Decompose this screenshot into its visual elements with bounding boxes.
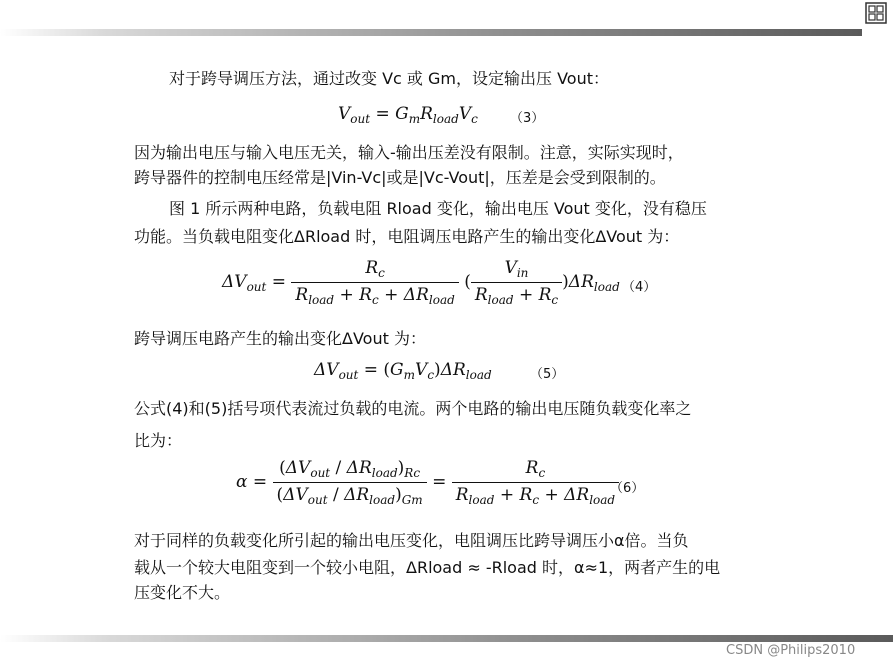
paragraph-2-line-1: 因为输出电压与输入电压无关，输入-输出压差没有限制。注意，实际实现时， xyxy=(134,143,684,162)
equation-3: $V_{out} = G_mR_{load}V_c$ xyxy=(338,104,478,126)
paragraph-3-line-2: 功能。当负载电阻变化ΔRload 时，电阻调压电路产生的输出变化ΔVout 为： xyxy=(134,227,680,246)
equation-5: $\Delta V_{out} = (G_mV_c)\Delta R_{load}$ xyxy=(314,360,492,382)
paragraph-6-line-3: 压变化不大。 xyxy=(134,583,231,602)
paragraph-1 xyxy=(169,66,609,91)
equation-4-number: （4） xyxy=(622,280,657,295)
bottom-divider-bar xyxy=(0,635,893,642)
paragraph-6-line-2: 载从一个较大电阻变到一个较小电阻，ΔRload ≈ -Rload 时，α≈1，两者产生的电 xyxy=(134,558,721,577)
equation-6: α = $\frac{(\Delta V_{out} / \Delta R_{load})_{Rc}}{(\Delta V_{out} / \Delta R_{load})_{Gm}}$ = $\frac{R_c}{R_{load} + R_c + \Delta R_{load}}$ xyxy=(236,458,619,507)
equation-6-fraction-1: $\frac{(\Delta V_{out} / \Delta R_{load})_{Rc}}{(\Delta V_{out} / \Delta R_{load})_{Gm}}$ xyxy=(273,458,427,507)
paragraph-6-line-1: 对于同样的负载变化所引起的输出电压变化，电阻调压比跨导调压小α倍。当负 xyxy=(134,531,689,550)
equation-4: $\Delta V_{out}$ = $\frac{R_c}{R_{load} + R_c + \Delta R_{load}}$ ( $\frac{V_{in}}{R_{load} + R_c}$ )$\Delta R_{load}$ xyxy=(222,258,620,307)
equation-6-fraction-2: $\frac{R_c}{R_{load} + R_c + \Delta R_{load}}$ xyxy=(452,458,619,507)
top-divider-bar xyxy=(0,29,862,36)
watermark: CSDN @Philips2010 xyxy=(726,643,856,658)
grid-icon[interactable] xyxy=(865,2,887,24)
paragraph-1-text: 对于跨导调压方法，通过改变 Vc 或 Gm，设定输出压 Vout： xyxy=(169,69,609,88)
paragraph-5-line-1: 公式(4)和(5)括号项代表流过负载的电流。两个电路的输出电压随负载变化率之 xyxy=(134,399,692,418)
equation-5-number: （5） xyxy=(530,367,565,382)
paragraph-3-line-1: 图 1 所示两种电路，负载电阻 Rload 变化，输出电压 Vout 变化，没有稳压 xyxy=(169,199,707,218)
equation-4-fraction-2: $\frac{V_{in}}{R_{load} + R_c}$ xyxy=(471,258,562,307)
equation-6-number: （6） xyxy=(610,481,645,496)
equation-3-number: （3） xyxy=(510,111,545,126)
paragraph-4: 跨导调压电路产生的输出变化ΔVout 为： xyxy=(134,329,426,348)
paragraph-5-line-2: 比为： xyxy=(134,431,183,450)
equation-4-fraction-1: $\frac{R_c}{R_{load} + R_c + \Delta R_{load}}$ xyxy=(291,258,458,307)
paragraph-2-line-2: 跨导器件的控制电压经常是|Vin-Vc|或是|Vc-Vout|，压差是会受到限制的。 xyxy=(134,168,666,187)
